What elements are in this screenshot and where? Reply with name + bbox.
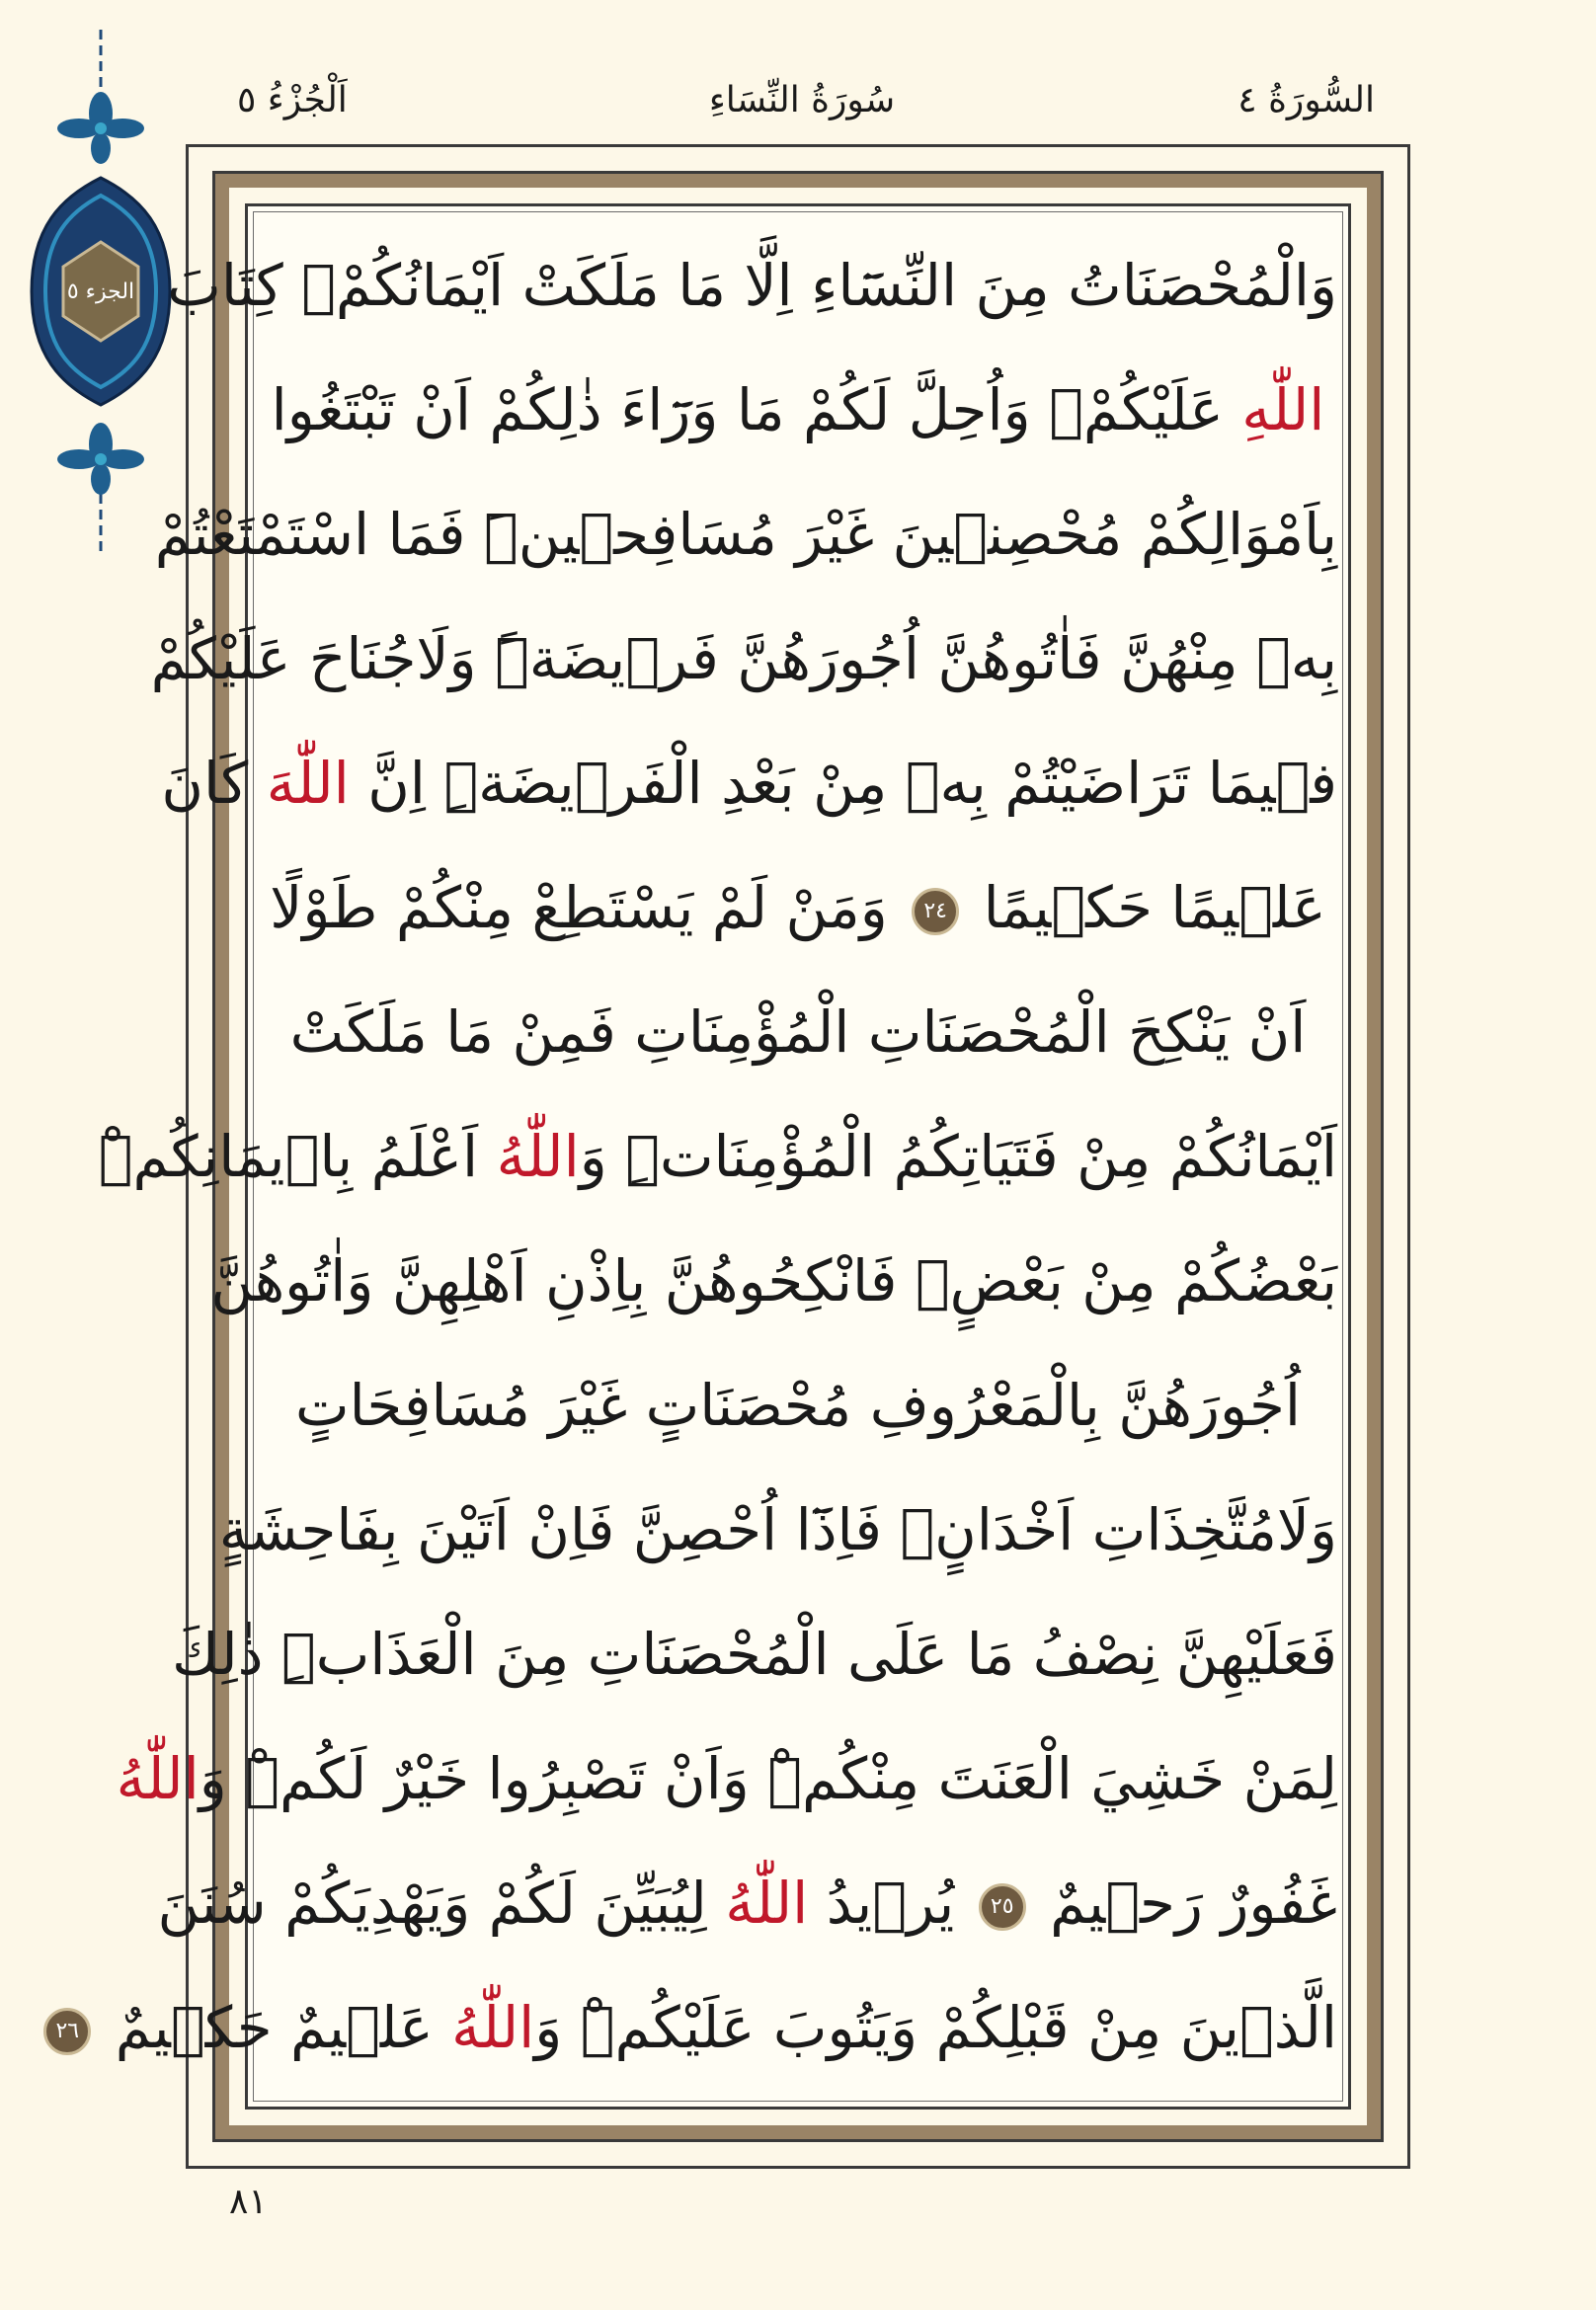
text-line (154, 472, 1337, 597)
text-line (259, 845, 1337, 971)
text-line (98, 1094, 1337, 1220)
verse-text: الَّذٖينَ مِنْ قَبْلِكُمْ وَيَتُوبَ عَلَيْكُمْۜ وَ (534, 1994, 1337, 2061)
verse-text: غَفُورٌ رَحٖيمٌ (1031, 1870, 1337, 1937)
ayah-number-marker: ٢٥ (979, 1883, 1026, 1931)
divine-name: اللّٰهُ (496, 1123, 580, 1190)
divine-name: اللّٰهُ (451, 1994, 535, 2061)
verse-text: لِيُبَيِّنَ لَكُمْ وَيَهْدِيَكُمْ سُنَنَ (157, 1870, 726, 1937)
verse-text: بَعْضُكُمْ مِنْ بَعْضٍۚ فَانْكِحُوهُنَّ بِاِذْنِ اَهْلِهِنَّ وَاٰتُوهُنَّ (210, 1247, 1337, 1314)
verse-text: لِمَنْ خَشِيَ الْعَنَتَ مِنْكُمْۜ وَاَنْ تَصْبِرُوا خَيْرٌ لَكُمْۜ وَ (199, 1745, 1337, 1812)
verse-text: فَعَلَيْهِنَّ نِصْفُ مَا عَلَى الْمُحْصَنَاتِ مِنَ الْعَذَابِۜ ذٰلِكَ (172, 1621, 1337, 1688)
verse-text: وَمَنْ لَمْ يَسْتَطِعْ مِنْكُمْ طَوْلًا (270, 874, 907, 941)
verse-text: عَلٖيمٌ حَكٖيمٌ (97, 1994, 452, 2061)
text-line (157, 1841, 1337, 1966)
text-line (55, 1965, 1337, 2091)
divine-name: اللّٰهُ (725, 1870, 809, 1937)
divine-name: اللّٰهِ (1241, 376, 1325, 443)
text-line (259, 348, 1337, 473)
verse-text: بِهٖ مِنْهُنَّ فَاٰتُوهُنَّ اُجُورَهُنَّ فَرٖيضَةًۜ وَلَاجُنَاحَ عَلَيْكُمْ (150, 625, 1337, 692)
verse-text: وَلَامُتَّخِذَاتِ اَخْدَانٍۚ فَاِذَٓا اُحْصِنَّ فَاِنْ اَتَيْنَ بِفَاحِشَةٍ (218, 1496, 1337, 1563)
verse-text: اَنْ يَنْكِحَ الْمُحْصَنَاتِ الْمُؤْمِنَاتِ فَمِنْ مَا مَلَكَتْ (289, 998, 1307, 1066)
verse-text: اُجُورَهُنَّ بِالْمَعْرُوفِ مُحْصَنَاتٍ غَيْرَ مُسَافِحَاتٍ (295, 1372, 1301, 1439)
text-line (172, 1592, 1337, 1717)
surah-name: سُورَةُ النِّسَاءِ (708, 80, 896, 120)
ornament-label: الجزء ٥ (66, 279, 135, 304)
text-line (218, 1468, 1337, 1593)
verse-text: اَعْلَمُ بِاٖيمَانِكُمْۜ (98, 1123, 497, 1190)
juz-number: اَلْجُزْءُ ٥ (237, 80, 348, 120)
divine-name: اللّٰهُ (116, 1745, 200, 1812)
verse-text: فٖيمَا تَرَاضَيْتُمْ بِهٖ مِنْ بَعْدِ الْفَرٖيضَةِۜ اِنَّ (349, 750, 1337, 817)
verse-text: وَالْمُحْصَنَاتُ مِنَ النِّسَٓاءِ اِلَّا مَا مَلَكَتْ اَيْمَانُكُمْۚ كِتَابَ (167, 252, 1337, 319)
divine-name: اللّٰهَ (266, 750, 350, 817)
page-number: ٨١ (229, 2182, 268, 2222)
text-line (116, 1716, 1337, 1842)
text-line (259, 970, 1337, 1095)
verse-text: يُرٖيدُ (808, 1870, 973, 1937)
verse-text: عَلٖيمًا حَكٖيمًا (965, 874, 1326, 941)
page-header (229, 71, 1375, 130)
text-line (210, 1219, 1337, 1344)
surah-number: السُّورَةُ ٤ (1237, 80, 1375, 120)
text-line (161, 721, 1337, 846)
verse-text: عَلَيْكُمْۚ وَاُحِلَّ لَكُمْ مَا وَرَٓاءَ ذٰلِكُمْ اَنْ تَبْتَغُوا (271, 376, 1242, 443)
ayah-number-marker: ٢٤ (912, 888, 959, 935)
ayah-number-marker: ٢٦ (43, 2008, 91, 2055)
text-line (167, 223, 1337, 349)
text-line (259, 1343, 1337, 1469)
verse-text: بِاَمْوَالِكُمْ مُحْصِنٖينَ غَيْرَ مُسَافِحٖينَۜ فَمَا اسْتَمْتَعْتُمْ (154, 501, 1337, 568)
verse-text: كَانَ (161, 750, 267, 817)
text-line (150, 597, 1337, 722)
verse-text: اَيْمَانُكُمْ مِنْ فَتَيَاتِكُمُ الْمُؤْمِنَاتِۜ وَ (579, 1123, 1337, 1190)
